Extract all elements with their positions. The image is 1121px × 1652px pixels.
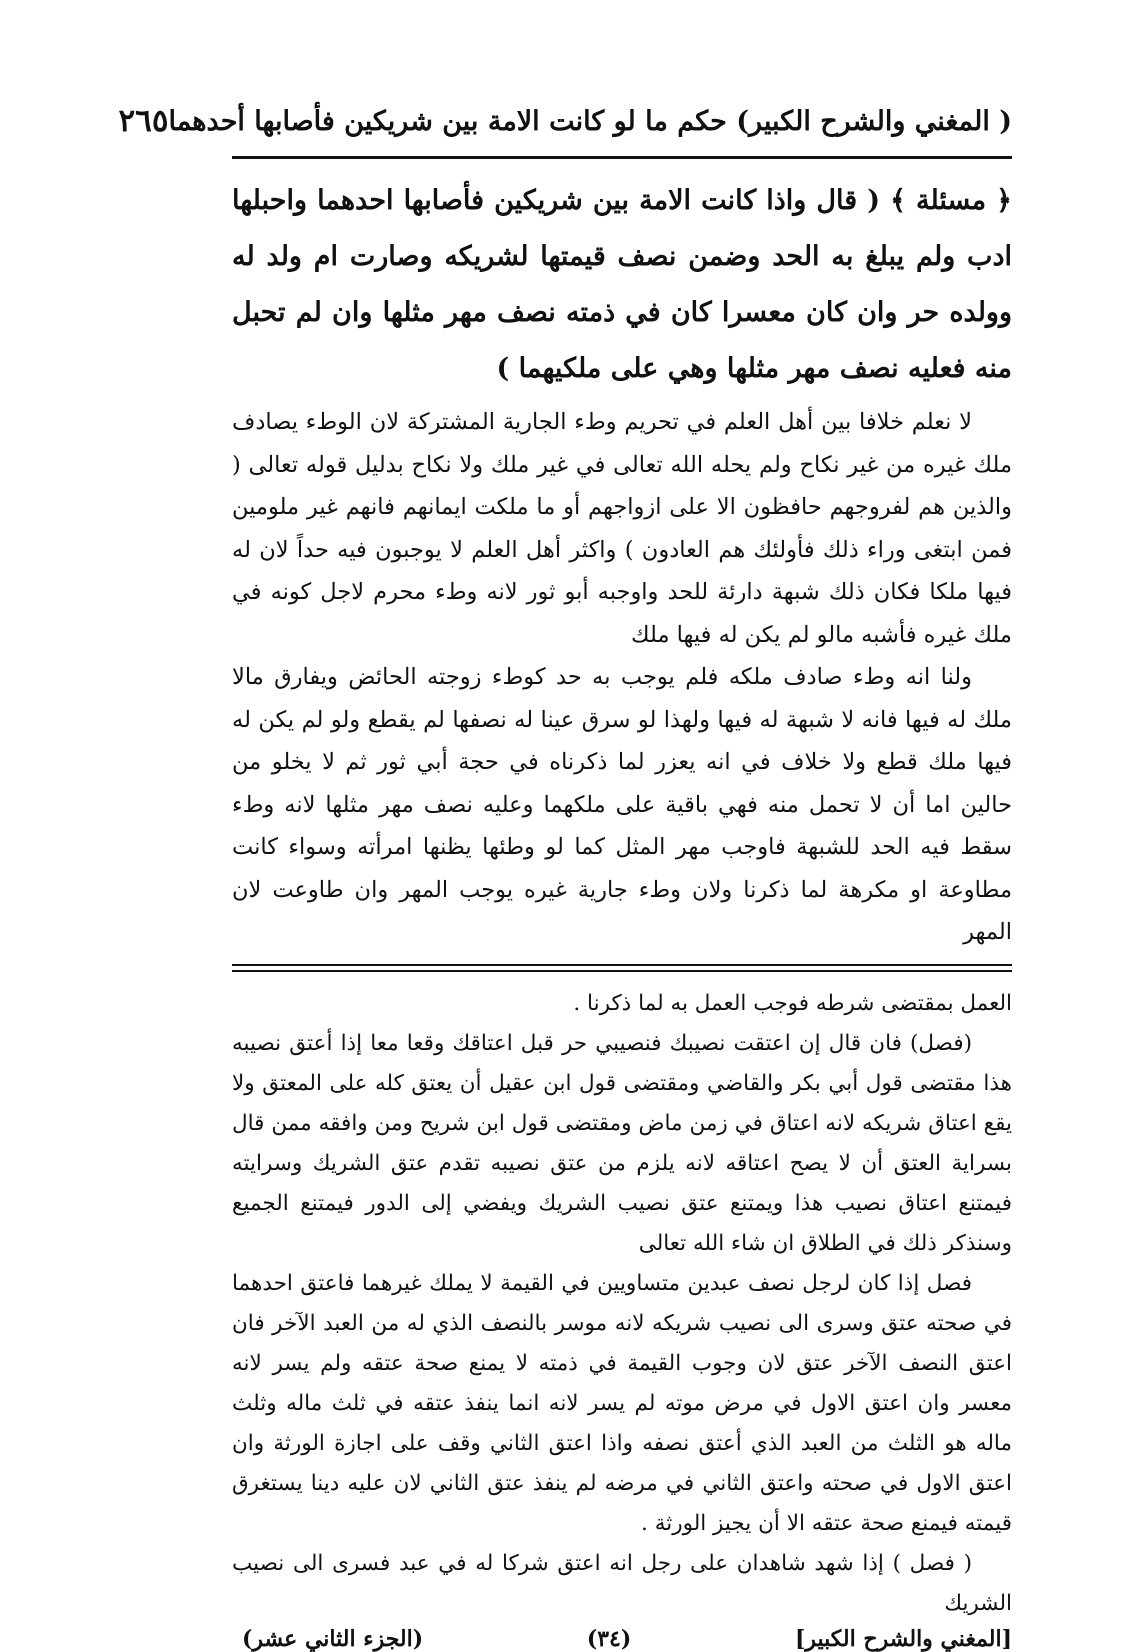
book-page xyxy=(118,90,1012,1652)
signature-line xyxy=(232,1626,1012,1652)
sharh-paragraph: لا نعلم خلافا بين أهل العلم في تحريم وطء الجارية المشتركة لان الوطء يصادف ملك غيره من غير نكاح ولم يحله الله تعالى في غير ملك ولا نكاح بدليل قوله تعالى ( والذين هم لفروجهم حافظون الا على ازواجهم أو ما ملكت ايمانهم فانهم غير ملومين فمن ابتغى وراء ذلك فأولئك هم العادون ) واكثر أهل العلم لا يوجبون فيه حداً لان له فيها ملكا فكان ذلك شبهة دارئة للحد واوجبه أبو ثور لانه وطء محرم لاجل كونه في ملك غيره فأشبه مالو لم يكن له فيها ملك xyxy=(232,409,1012,648)
lower-paragraph: (فصل) فان قال إن اعتقت نصيبك فنصيبي حر قبل اعتاقك وقعا معا إذا أعتق نصيبه هذا مقتضى قول أبي بكر والقاضي ومقتضى قول ابن عقيل أن يعتق كله على المعتق ولا يقع اعتاق شريكه لانه اعتاق في زمن ماض ومقتضى قول ابن شريح ومن وافقه ممن قال بسراية العتق أن لا يصح اعتاقه لانه يلزم من عتق نصيبه تقدم عتق الشريك وسرايته فيمتنع اعتاق نصيب هذا ويمتنع عتق نصيب الشريك ويفضي إلى الدور فيمتنع الجميع وسنذكر ذلك في الطلاق ان شاء الله تعالى xyxy=(232,1030,1012,1256)
lower-section xyxy=(232,984,1012,1624)
running-header xyxy=(118,90,1012,152)
lower-paragraph: ( فصل ) إذا شهد شاهدان على رجل انه اعتق شركا له في عبد فسرى الى نصيب الشريك xyxy=(232,1550,1012,1616)
signature-volume: (الجزء الثاني عشر) xyxy=(242,1625,424,1652)
signature-book: [المغني والشرح الكبير] xyxy=(794,1625,1012,1652)
sharh-commentary xyxy=(232,401,1012,954)
section-divider xyxy=(232,964,1012,972)
matn-text: ﴿ مسئلة ﴾ ( قال واذا كانت الامة بين شريكين فأصابها احدهما واحبلها ادب ولم يبلغ به الحد وضمن نصف قيمتها لشريكه وصارت ام ولد له وولده حر وان كان معسرا كان في ذمته نصف مهر مثلها وان لم تحبل منه فعليه نصف مهر مثلها وهي على ملكيهما ) xyxy=(232,185,1012,384)
page-number: ٢٦٥ xyxy=(118,103,169,139)
header-rule xyxy=(232,156,1012,159)
sharh-paragraph: ولنا انه وطء صادف ملكه فلم يوجب به حد كوطء زوجته الحائض ويفارق مالا ملك له فيها فانه لا شبهة له فيها ولهذا لو سرق عينا له نصفها لم يقطع ولو لم يكن له فيها ملك قطع ولا خلاف في انه يعزر لما ذكرناه في حجة أبي ثور ثم لا يخلو من حالين اما أن لا تحمل منه فهي باقية على ملكهما وعليه نصف مهر مثلها لانه وطء سقط فيه الحد للشبهة فاوجب مهر المثل كما لو وطئها يظنها امرأته وسواء كانت مطاوعة او مكرهة لما ذكرنا ولان وطء جارية غيره يوجب المهر وان طاوعت لان المهر xyxy=(232,664,1012,945)
lower-paragraph: العمل بمقتضى شرطه فوجب العمل به لما ذكرنا . xyxy=(573,990,1012,1016)
header-title: ( المغني والشرح الكبير) حكم ما لو كانت الامة بين شريكين فأصابها أحدهما xyxy=(168,105,1012,137)
lower-paragraph: فصل إذا كان لرجل نصف عبدين متساويين في القيمة لا يملك غيرهما فاعتق احدهما في صحته عتق وسرى الى نصيب شريكه لانه موسر بالنصف الذي له من العبد الآخر فان اعتق النصف الآخر عتق لان وجوب القيمة في ذمته لا يمنع صحة عتقه ولم يسر لانه معسر وان اعتق الاول في مرض موته لم يسر لانه انما ينفذ عتقه في ثلث ماله وثلث ماله هو الثلث من العبد الذي أعتق نصفه واذا اعتق الثاني وقف على اجازة الورثة وان اعتق الاول في صحته واعتق الثاني في مرضه لم ينفذ عتق الثاني لان عليه دينا يستغرق قيمته فيمنع صحة عتقه الا أن يجيز الورثة . xyxy=(232,1270,1012,1536)
signature-number: (٣٤) xyxy=(586,1625,632,1652)
